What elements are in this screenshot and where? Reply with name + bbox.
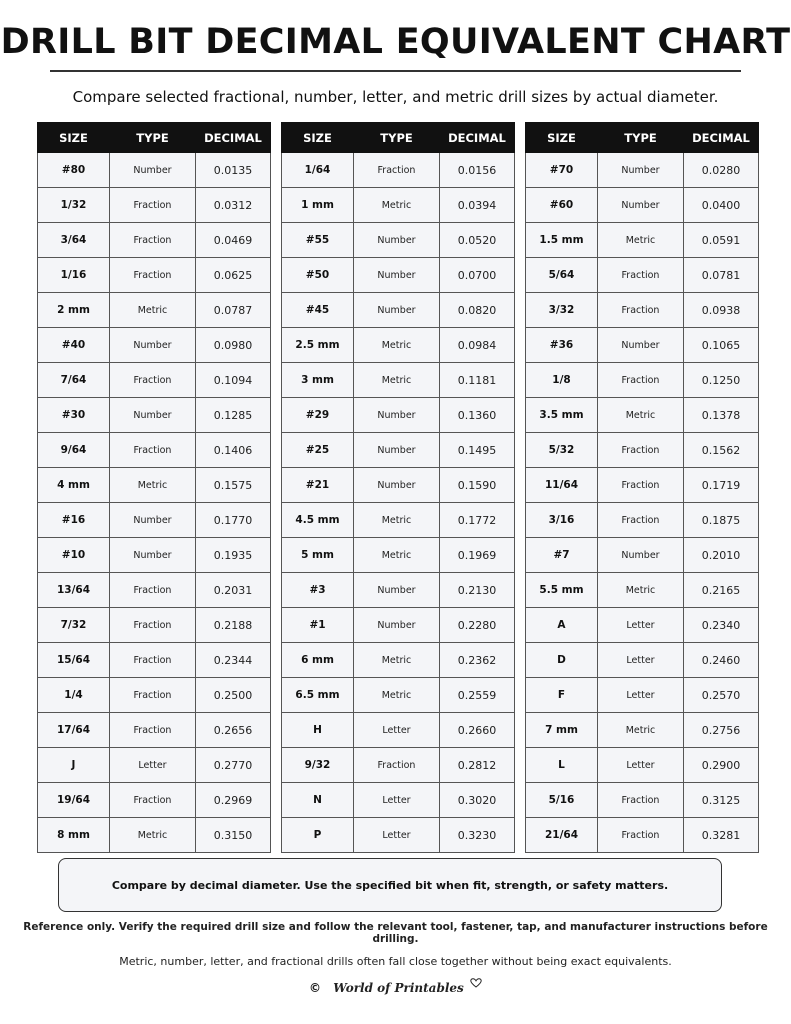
- table-row: [38, 713, 271, 748]
- drill-table-2: [281, 122, 515, 853]
- table-row: [282, 608, 515, 643]
- type-cell: Metric: [354, 503, 440, 538]
- size-cell: 21/64: [526, 818, 598, 853]
- table-header-row: [282, 123, 515, 153]
- size-cell: 1.5 mm: [526, 223, 598, 258]
- header-type: TYPE: [354, 123, 440, 153]
- type-cell: Number: [110, 538, 196, 573]
- decimal-cell: 0.1378: [684, 398, 759, 433]
- size-cell: #7: [526, 538, 598, 573]
- size-cell: #1: [282, 608, 354, 643]
- decimal-cell: 0.2500: [196, 678, 271, 713]
- header-decimal: DECIMAL: [196, 123, 271, 153]
- type-cell: Fraction: [354, 748, 440, 783]
- size-cell: 6.5 mm: [282, 678, 354, 713]
- size-cell: 5/32: [526, 433, 598, 468]
- size-cell: 3.5 mm: [526, 398, 598, 433]
- type-cell: Number: [354, 258, 440, 293]
- decimal-cell: 0.0700: [440, 258, 515, 293]
- size-cell: 3 mm: [282, 363, 354, 398]
- table-row: [38, 643, 271, 678]
- decimal-cell: 0.2900: [684, 748, 759, 783]
- size-cell: 1/16: [38, 258, 110, 293]
- type-cell: Fraction: [598, 783, 684, 818]
- type-cell: Metric: [354, 538, 440, 573]
- size-cell: #3: [282, 573, 354, 608]
- decimal-cell: 0.1969: [440, 538, 515, 573]
- type-cell: Fraction: [110, 223, 196, 258]
- decimal-cell: 0.0469: [196, 223, 271, 258]
- size-cell: 15/64: [38, 643, 110, 678]
- header-decimal: DECIMAL: [684, 123, 759, 153]
- type-cell: Letter: [354, 783, 440, 818]
- type-cell: Metric: [110, 293, 196, 328]
- size-cell: 2 mm: [38, 293, 110, 328]
- type-cell: Number: [110, 503, 196, 538]
- size-cell: 3/16: [526, 503, 598, 538]
- type-cell: Metric: [598, 713, 684, 748]
- type-cell: Fraction: [110, 713, 196, 748]
- decimal-cell: 0.1575: [196, 468, 271, 503]
- table-row: [38, 398, 271, 433]
- table-row: [526, 188, 759, 223]
- size-cell: #16: [38, 503, 110, 538]
- decimal-cell: 0.1590: [440, 468, 515, 503]
- table-row: [526, 713, 759, 748]
- size-cell: 5/64: [526, 258, 598, 293]
- decimal-cell: 0.2812: [440, 748, 515, 783]
- decimal-cell: 0.0984: [440, 328, 515, 363]
- decimal-cell: 0.0787: [196, 293, 271, 328]
- table-row: [526, 783, 759, 818]
- type-cell: Letter: [598, 608, 684, 643]
- table-row: [38, 748, 271, 783]
- size-cell: 5/16: [526, 783, 598, 818]
- table-row: [282, 713, 515, 748]
- table-row: [282, 503, 515, 538]
- header-type: TYPE: [110, 123, 196, 153]
- table-row: [282, 573, 515, 608]
- decimal-cell: 0.0625: [196, 258, 271, 293]
- type-cell: Fraction: [110, 608, 196, 643]
- size-cell: F: [526, 678, 598, 713]
- decimal-cell: 0.1770: [196, 503, 271, 538]
- decimal-cell: 0.2770: [196, 748, 271, 783]
- table-row: [526, 678, 759, 713]
- type-cell: Metric: [598, 223, 684, 258]
- size-cell: 7/32: [38, 608, 110, 643]
- decimal-cell: 0.1562: [684, 433, 759, 468]
- decimal-cell: 0.0312: [196, 188, 271, 223]
- size-cell: 3/64: [38, 223, 110, 258]
- size-cell: J: [38, 748, 110, 783]
- decimal-cell: 0.0781: [684, 258, 759, 293]
- size-cell: #50: [282, 258, 354, 293]
- table-row: [38, 678, 271, 713]
- table-row: [38, 188, 271, 223]
- size-cell: 13/64: [38, 573, 110, 608]
- type-cell: Fraction: [598, 363, 684, 398]
- decimal-cell: 0.2460: [684, 643, 759, 678]
- type-cell: Fraction: [598, 433, 684, 468]
- decimal-cell: 0.0156: [440, 153, 515, 188]
- table-row: [38, 363, 271, 398]
- type-cell: Fraction: [110, 573, 196, 608]
- decimal-cell: 0.1935: [196, 538, 271, 573]
- type-cell: Metric: [354, 643, 440, 678]
- decimal-cell: 0.2756: [684, 713, 759, 748]
- table-header-row: [38, 123, 271, 153]
- table-header-row: [526, 123, 759, 153]
- table-row: [38, 573, 271, 608]
- decimal-cell: 0.0980: [196, 328, 271, 363]
- table-row: [282, 188, 515, 223]
- decimal-cell: 0.3230: [440, 818, 515, 853]
- table-row: [526, 363, 759, 398]
- header-decimal: DECIMAL: [440, 123, 515, 153]
- type-cell: Letter: [354, 818, 440, 853]
- decimal-cell: 0.2559: [440, 678, 515, 713]
- size-cell: #80: [38, 153, 110, 188]
- decimal-cell: 0.1250: [684, 363, 759, 398]
- type-cell: Metric: [598, 573, 684, 608]
- size-cell: 1/4: [38, 678, 110, 713]
- table-row: [526, 643, 759, 678]
- size-cell: #25: [282, 433, 354, 468]
- decimal-cell: 0.1719: [684, 468, 759, 503]
- type-cell: Fraction: [110, 643, 196, 678]
- type-cell: Fraction: [110, 678, 196, 713]
- table-row: [38, 153, 271, 188]
- table-row: [38, 503, 271, 538]
- table-row: [282, 398, 515, 433]
- type-cell: Fraction: [110, 363, 196, 398]
- size-cell: 11/64: [526, 468, 598, 503]
- table-row: [526, 433, 759, 468]
- table-row: [282, 748, 515, 783]
- table-row: [38, 293, 271, 328]
- title-divider: [50, 70, 741, 72]
- decimal-cell: 0.1181: [440, 363, 515, 398]
- decimal-cell: 0.1875: [684, 503, 759, 538]
- table-row: [38, 468, 271, 503]
- table-row: [282, 643, 515, 678]
- type-cell: Fraction: [110, 783, 196, 818]
- table-row: [526, 328, 759, 363]
- size-cell: D: [526, 643, 598, 678]
- size-cell: 5.5 mm: [526, 573, 598, 608]
- table-row: [526, 468, 759, 503]
- table-row: [282, 153, 515, 188]
- table-row: [282, 783, 515, 818]
- type-cell: Number: [598, 538, 684, 573]
- size-cell: #45: [282, 293, 354, 328]
- type-cell: Metric: [110, 468, 196, 503]
- type-cell: Fraction: [598, 258, 684, 293]
- decimal-cell: 0.2660: [440, 713, 515, 748]
- decimal-cell: 0.1094: [196, 363, 271, 398]
- decimal-note-text: Compare by decimal diameter. Use the specified bit when fit, strength, or safety matters.: [111, 878, 669, 892]
- equivalents-note: Metric, number, letter, and fractional drills often fall close together without being exact equivalents.: [119, 955, 672, 968]
- size-cell: 9/64: [38, 433, 110, 468]
- decimal-cell: 0.2188: [196, 608, 271, 643]
- size-cell: 4 mm: [38, 468, 110, 503]
- page-title: DRILL BIT DECIMAL EQUIVALENT CHART: [0, 22, 791, 62]
- size-cell: 6 mm: [282, 643, 354, 678]
- type-cell: Metric: [354, 363, 440, 398]
- table-row: [282, 468, 515, 503]
- table-row: [526, 538, 759, 573]
- type-cell: Fraction: [598, 293, 684, 328]
- decimal-cell: 0.2010: [684, 538, 759, 573]
- decimal-cell: 0.2656: [196, 713, 271, 748]
- size-cell: 3/32: [526, 293, 598, 328]
- decimal-cell: 0.1285: [196, 398, 271, 433]
- table-row: [38, 223, 271, 258]
- type-cell: Number: [354, 433, 440, 468]
- table-row: [526, 223, 759, 258]
- decimal-cell: 0.1772: [440, 503, 515, 538]
- type-cell: Number: [354, 293, 440, 328]
- type-cell: Metric: [110, 818, 196, 853]
- table-row: [526, 818, 759, 853]
- table-row: [38, 783, 271, 818]
- decimal-cell: 0.0938: [684, 293, 759, 328]
- table-row: [38, 258, 271, 293]
- decimal-cell: 0.0280: [684, 153, 759, 188]
- type-cell: Letter: [598, 748, 684, 783]
- type-cell: Fraction: [598, 503, 684, 538]
- decimal-cell: 0.1360: [440, 398, 515, 433]
- type-cell: Metric: [354, 188, 440, 223]
- size-cell: 19/64: [38, 783, 110, 818]
- type-cell: Number: [598, 188, 684, 223]
- table-row: [526, 573, 759, 608]
- decimal-cell: 0.2031: [196, 573, 271, 608]
- table-row: [526, 258, 759, 293]
- size-cell: H: [282, 713, 354, 748]
- decimal-cell: 0.2130: [440, 573, 515, 608]
- decimal-cell: 0.0520: [440, 223, 515, 258]
- table-row: [282, 328, 515, 363]
- size-cell: 8 mm: [38, 818, 110, 853]
- decimal-cell: 0.0591: [684, 223, 759, 258]
- copyright-symbol: ©: [309, 981, 322, 995]
- header-size: SIZE: [282, 123, 354, 153]
- decimal-cell: 0.2362: [440, 643, 515, 678]
- page-subtitle: Compare selected fractional, number, letter, and metric drill sizes by actual diameter.: [72, 88, 719, 106]
- decimal-cell: 0.2280: [440, 608, 515, 643]
- type-cell: Fraction: [598, 468, 684, 503]
- table-row: [526, 153, 759, 188]
- size-cell: 1/64: [282, 153, 354, 188]
- type-cell: Fraction: [598, 818, 684, 853]
- header-type: TYPE: [598, 123, 684, 153]
- decimal-cell: 0.2165: [684, 573, 759, 608]
- table-row: [282, 433, 515, 468]
- decimal-cell: 0.2969: [196, 783, 271, 818]
- type-cell: Letter: [354, 713, 440, 748]
- table-row: [282, 363, 515, 398]
- type-cell: Number: [354, 398, 440, 433]
- decimal-cell: 0.2570: [684, 678, 759, 713]
- table-row: [526, 293, 759, 328]
- table-row: [282, 538, 515, 573]
- table-row: [38, 818, 271, 853]
- type-cell: Fraction: [110, 258, 196, 293]
- table-row: [282, 258, 515, 293]
- decimal-cell: 0.2340: [684, 608, 759, 643]
- type-cell: Number: [110, 153, 196, 188]
- decimal-cell: 0.0820: [440, 293, 515, 328]
- footer-brand: [0, 978, 791, 995]
- decimal-cell: 0.3150: [196, 818, 271, 853]
- size-cell: 4.5 mm: [282, 503, 354, 538]
- type-cell: Letter: [598, 643, 684, 678]
- size-cell: 2.5 mm: [282, 328, 354, 363]
- heart-icon: [470, 978, 482, 988]
- table-row: [38, 608, 271, 643]
- table-row: [282, 293, 515, 328]
- size-cell: #40: [38, 328, 110, 363]
- size-cell: 9/32: [282, 748, 354, 783]
- table-row: [526, 608, 759, 643]
- type-cell: Number: [598, 153, 684, 188]
- size-cell: #55: [282, 223, 354, 258]
- decimal-cell: 0.2344: [196, 643, 271, 678]
- table-row: [526, 398, 759, 433]
- table-row: [282, 818, 515, 853]
- type-cell: Number: [110, 328, 196, 363]
- type-cell: Letter: [110, 748, 196, 783]
- decimal-cell: 0.1495: [440, 433, 515, 468]
- type-cell: Metric: [354, 678, 440, 713]
- size-cell: #30: [38, 398, 110, 433]
- type-cell: Fraction: [110, 188, 196, 223]
- decimal-cell: 0.3281: [684, 818, 759, 853]
- size-cell: 1/8: [526, 363, 598, 398]
- decimal-cell: 0.0394: [440, 188, 515, 223]
- table-row: [282, 678, 515, 713]
- decimal-cell: 0.1065: [684, 328, 759, 363]
- type-cell: Fraction: [354, 153, 440, 188]
- drill-table-3: [525, 122, 759, 853]
- type-cell: Number: [354, 468, 440, 503]
- table-row: [526, 503, 759, 538]
- header-size: SIZE: [38, 123, 110, 153]
- table-row: [38, 328, 271, 363]
- type-cell: Number: [354, 223, 440, 258]
- size-cell: #29: [282, 398, 354, 433]
- size-cell: 5 mm: [282, 538, 354, 573]
- size-cell: P: [282, 818, 354, 853]
- size-cell: 1/32: [38, 188, 110, 223]
- size-cell: #70: [526, 153, 598, 188]
- size-cell: #10: [38, 538, 110, 573]
- size-cell: 1 mm: [282, 188, 354, 223]
- table-row: [526, 748, 759, 783]
- size-cell: N: [282, 783, 354, 818]
- reference-disclaimer: Reference only. Verify the required drill size and follow the relevant tool, fastener, tap, and manufacturer instructions before drilling.: [23, 921, 768, 945]
- type-cell: Metric: [354, 328, 440, 363]
- type-cell: Number: [598, 328, 684, 363]
- brand-name: World of Printables: [333, 981, 464, 995]
- decimal-cell: 0.3020: [440, 783, 515, 818]
- type-cell: Number: [354, 608, 440, 643]
- type-cell: Number: [110, 398, 196, 433]
- type-cell: Fraction: [110, 433, 196, 468]
- size-cell: #60: [526, 188, 598, 223]
- type-cell: Metric: [598, 398, 684, 433]
- decimal-cell: 0.1406: [196, 433, 271, 468]
- size-cell: 7 mm: [526, 713, 598, 748]
- type-cell: Letter: [598, 678, 684, 713]
- decimal-cell: 0.0135: [196, 153, 271, 188]
- size-cell: 7/64: [38, 363, 110, 398]
- size-cell: 17/64: [38, 713, 110, 748]
- table-row: [38, 433, 271, 468]
- table-row: [282, 223, 515, 258]
- size-cell: A: [526, 608, 598, 643]
- decimal-cell: 0.3125: [684, 783, 759, 818]
- drill-table-1: [37, 122, 271, 853]
- header-size: SIZE: [526, 123, 598, 153]
- type-cell: Number: [354, 573, 440, 608]
- size-cell: #36: [526, 328, 598, 363]
- decimal-cell: 0.0400: [684, 188, 759, 223]
- size-cell: #21: [282, 468, 354, 503]
- decimal-note-box: [58, 858, 722, 912]
- size-cell: L: [526, 748, 598, 783]
- table-row: [38, 538, 271, 573]
